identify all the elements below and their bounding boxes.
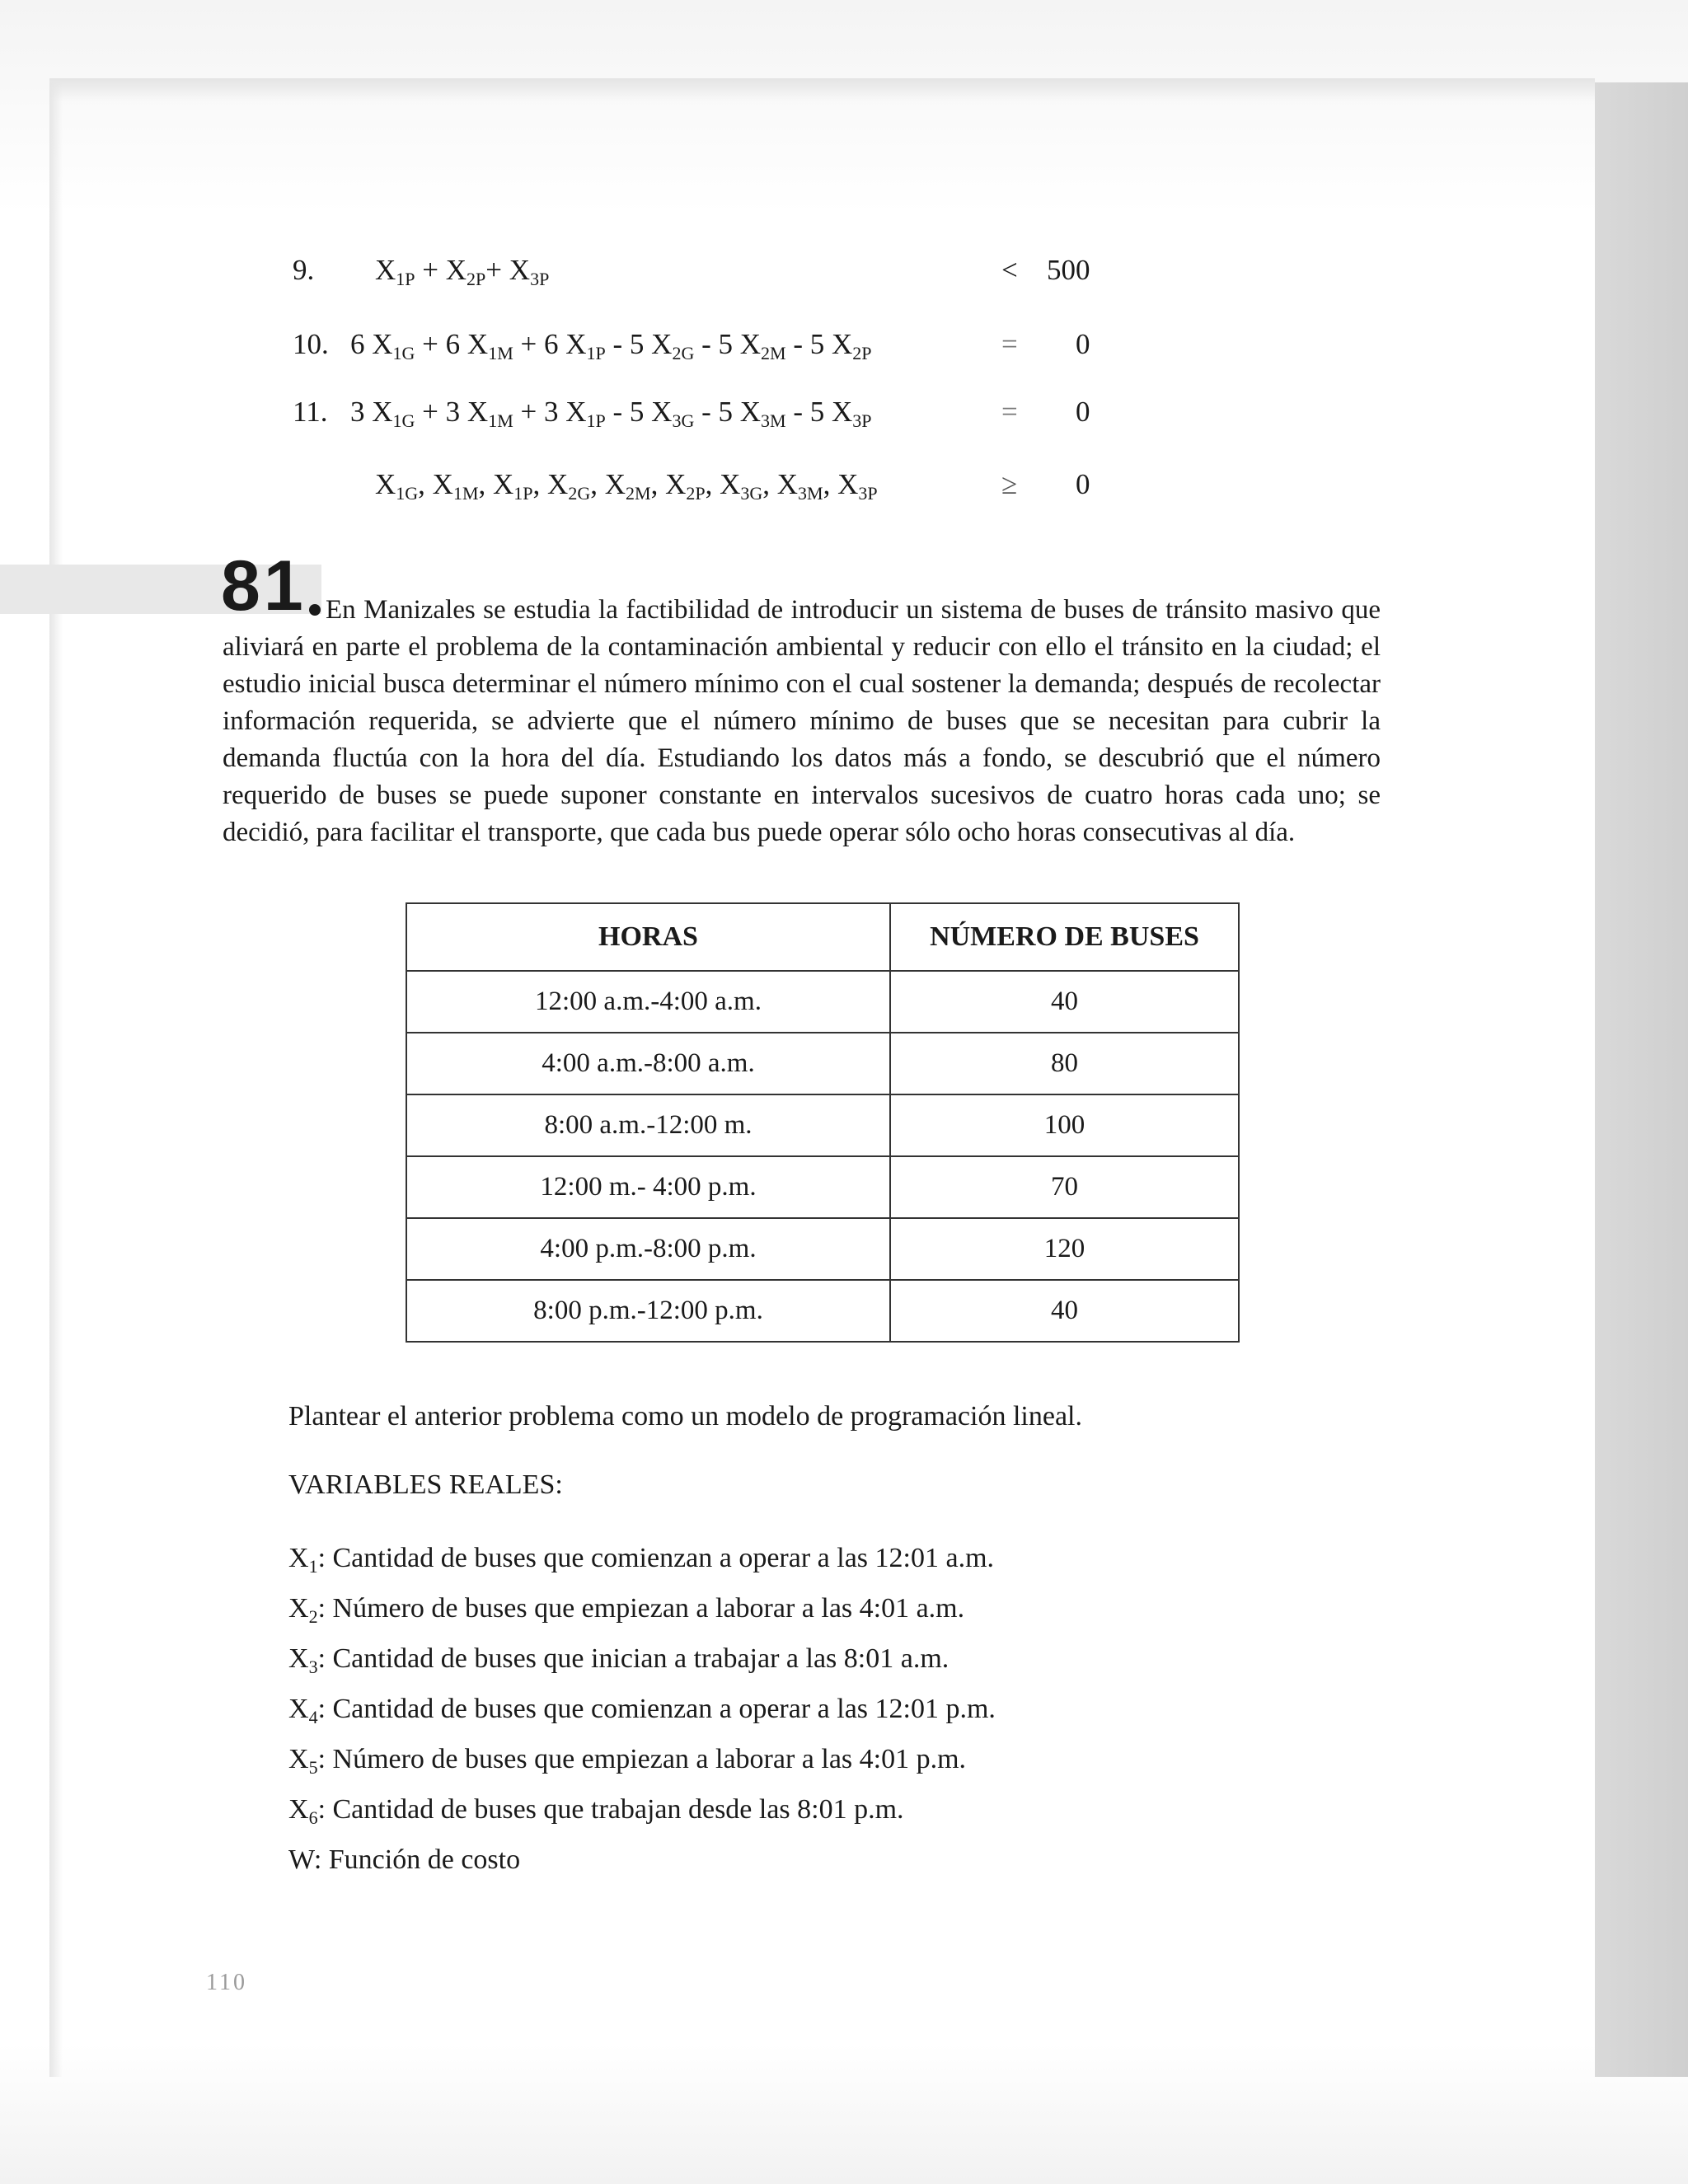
- equation-rhs: 0: [1076, 396, 1090, 428]
- variable-x4: $X_4$: Cantidad de buses que comienzan a operar a las 12:01 p.m.: [288, 1694, 996, 1727]
- table-cell-hours: 4:00 a.m.-8:00 a.m.: [406, 1033, 890, 1094]
- table-cell-hours: 12:00 m.- 4:00 p.m.: [406, 1156, 890, 1218]
- equation-lhs: 6 $X_{1G} + 6$ $X_{1M} + 6$ $X_{1P} - 5$ $X_{2G} - 5$ $X_{2M} - 5$ $X_{2P}$: [350, 328, 872, 363]
- equation-number: 11.: [293, 396, 328, 428]
- equation-lhs: $X_{1P} + X_{2P}+ X_{3P}$: [375, 254, 550, 289]
- equation-rhs: 500: [1047, 254, 1090, 286]
- equation-number: 10.: [293, 328, 329, 360]
- table-cell-buses: 40: [890, 1280, 1239, 1342]
- variable-x3: $X_3$: Cantidad de buses que inician a trabajar a las 8:01 a.m.: [288, 1643, 950, 1677]
- table-cell-hours: 8:00 p.m.-12:00 p.m.: [406, 1280, 890, 1342]
- problem-text: En Manizales se estudia la factibilidad de introducir un sistema de buses de tránsito masivo que aliviará en parte el problema de la contaminación ambiental y reducir con ello el tránsito en la ciudad; el estudio inicial busca determinar el número mínimo con el cual sostener la demanda; después de recolectar información requerida, se advierte que el número mínimo de buses que se necesitan para cubrir la demanda fluctúa con la hora del día. Estudiando los datos más a fondo, se descubrió que el número requerido de buses se puede suponer constante en intervalos sucesivos de cuatro horas cada uno; se decidió, para facilitar el transporte, que cada bus puede operar sólo ocho horas consecutivas al día.: [223, 595, 1381, 847]
- table-cell-buses: 70: [890, 1156, 1239, 1218]
- equation-lhs: $X_{1G}$, $X_{1M}$, $X_{1P}$, $X_{2G}$, $X_{2M}$, $X_{2P}$, $X_{3G}$, $X_{3M}$, $X_{3P}$: [375, 468, 878, 504]
- equation-rhs: 0: [1076, 468, 1090, 500]
- equation-relation: ≥: [1001, 468, 1018, 500]
- variable-x1: $X_1$: Cantidad de buses que comienzan a operar a las 12:01 a.m.: [288, 1543, 995, 1577]
- variable-x2: $X_2$: Número de buses que empiezan a laborar a las 4:01 a.m.: [288, 1593, 965, 1627]
- equation-rhs: 0: [1076, 328, 1090, 360]
- bus-demand-table: [406, 902, 1240, 1343]
- table-cell-hours: 4:00 p.m.-8:00 p.m.: [406, 1218, 890, 1280]
- variable-x6: $X_6$: Cantidad de buses que trabajan desde las 8:01 p.m.: [288, 1794, 904, 1828]
- table-row: [406, 1033, 1239, 1094]
- table-cell-buses: 100: [890, 1094, 1239, 1156]
- table-cell-hours: 12:00 a.m.-4:00 a.m.: [406, 971, 890, 1033]
- table-header-hours: HORAS: [406, 903, 890, 971]
- equation-relation: =: [1001, 396, 1018, 428]
- table-row: [406, 1094, 1239, 1156]
- problem-statement: [223, 592, 1381, 851]
- scan-shadow-right: [1595, 82, 1688, 2077]
- cost-function-definition: W: Función de costo: [288, 1844, 521, 1875]
- variables-heading: VARIABLES REALES:: [288, 1469, 563, 1500]
- table-cell-buses: 120: [890, 1218, 1239, 1280]
- page-number: 110: [206, 1970, 247, 1995]
- scan-shadow-top: [49, 78, 1595, 101]
- table-header-buses: NÚMERO DE BUSES: [890, 903, 1239, 971]
- table-header-row: [406, 903, 1239, 971]
- table-cell-buses: 40: [890, 971, 1239, 1033]
- table-row: [406, 1156, 1239, 1218]
- equation-number: 9.: [293, 254, 315, 286]
- table-cell-buses: 80: [890, 1033, 1239, 1094]
- equation-lhs: 3 $X_{1G} + 3$ $X_{1M} + 3$ $X_{1P} - 5$ $X_{3G} - 5$ $X_{3M} - 5$ $X_{3P}$: [350, 396, 872, 431]
- table-cell-hours: 8:00 a.m.-12:00 m.: [406, 1094, 890, 1156]
- equation-relation: <: [1001, 254, 1018, 286]
- instruction-text: Plantear el anterior problema como un modelo de programación lineal.: [288, 1401, 1082, 1432]
- table-row: [406, 971, 1239, 1033]
- scan-shadow-left: [49, 82, 63, 2077]
- equation-relation: =: [1001, 328, 1018, 360]
- table-row: [406, 1280, 1239, 1342]
- problem-number: 81: [221, 551, 307, 623]
- table-row: [406, 1218, 1239, 1280]
- variable-x5: $X_5$: Número de buses que empiezan a laborar a las 4:01 p.m.: [288, 1744, 967, 1778]
